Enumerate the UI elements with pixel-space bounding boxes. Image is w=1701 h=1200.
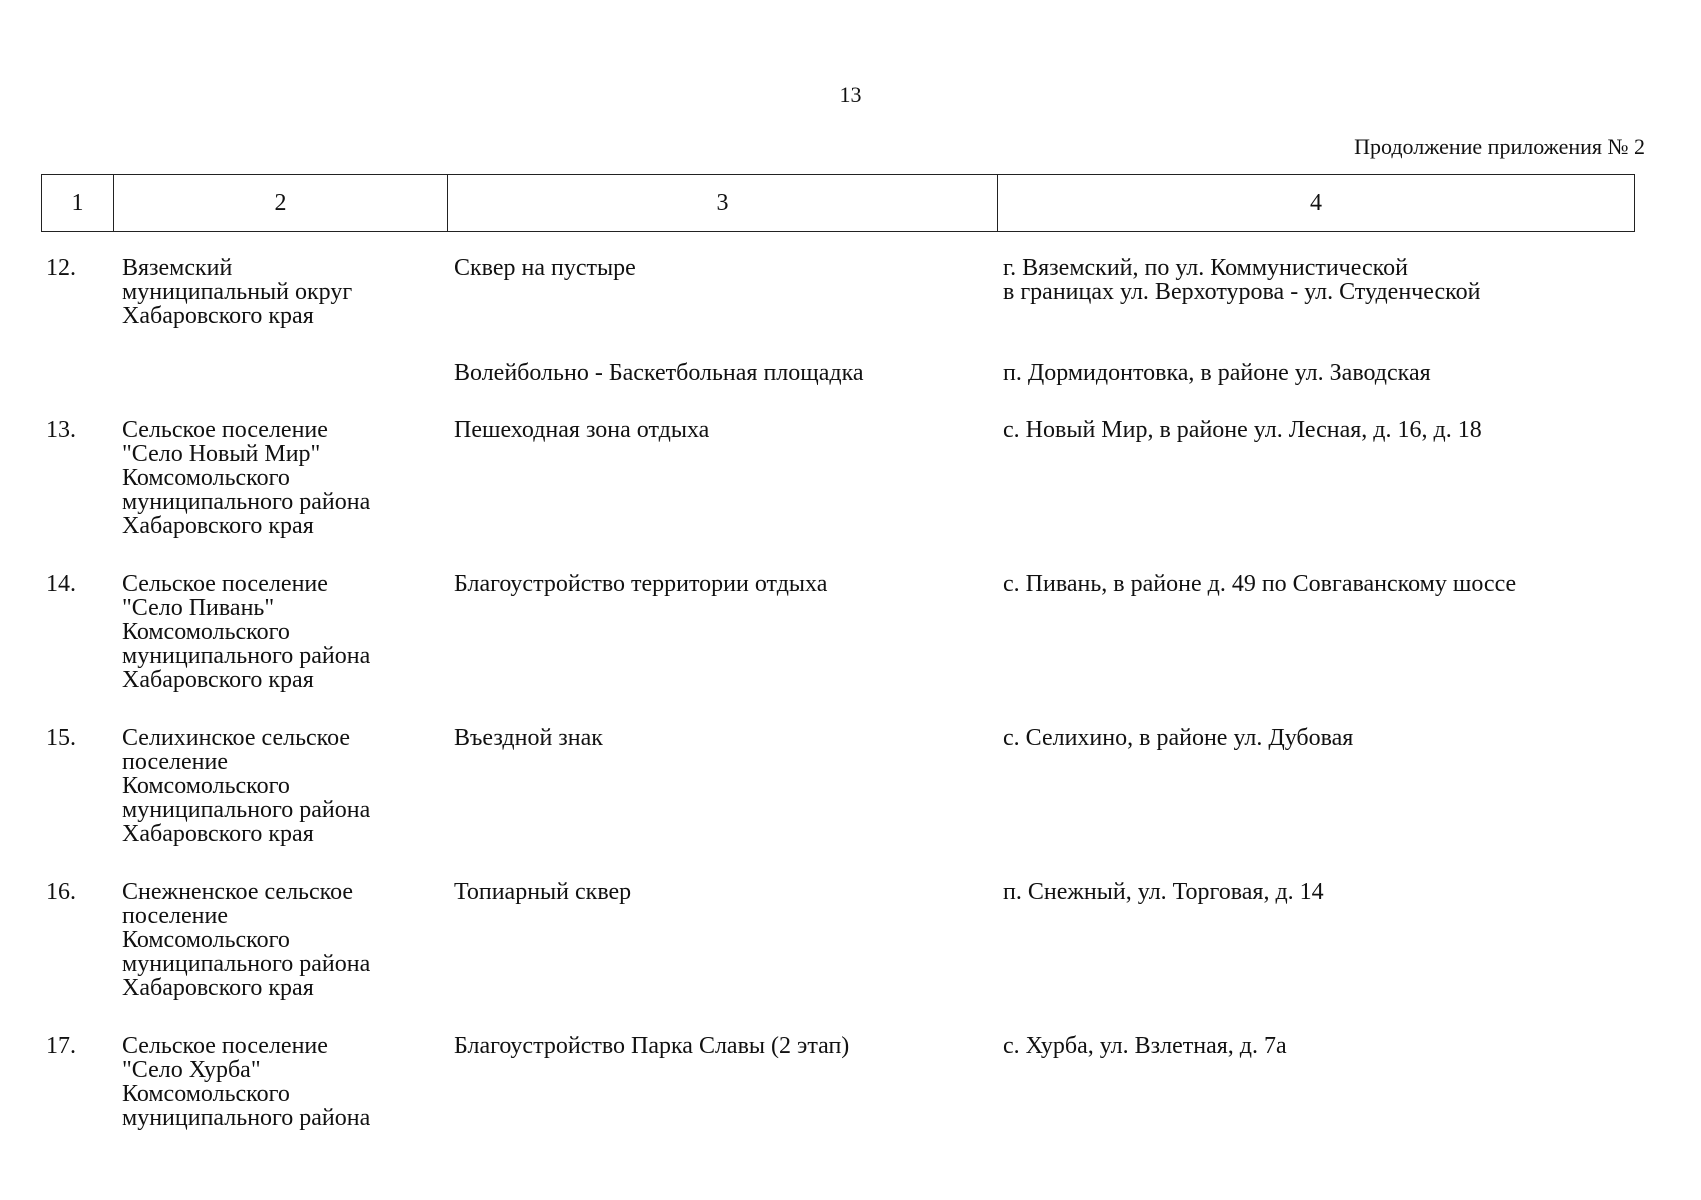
row-organization: Сельское поселение "Село Новый Мир" Комсомольского муниципального района Хабаровского края <box>122 417 371 539</box>
row-organization: Селихинское сельское поселение Комсомольского муниципального района Хабаровского края <box>122 725 371 847</box>
row-address: с. Новый Мир, в районе ул. Лесная, д. 16, д. 18 <box>1003 417 1482 443</box>
row-object: Сквер на пустыре <box>454 255 636 281</box>
row-address: с. Селихино, в районе ул. Дубовая <box>1003 725 1354 751</box>
row-address: п. Снежный, ул. Торговая, д. 14 <box>1003 879 1324 905</box>
table-header <box>41 174 1635 232</box>
row-object: Въездной знак <box>454 725 603 751</box>
row-organization: Сельское поселение "Село Хурба" Комсомольского муниципального района <box>122 1033 371 1131</box>
header-col-4: 4 <box>1310 189 1322 216</box>
row-organization: Вяземский муниципальный округ Хабаровского края <box>122 255 353 329</box>
row-number: 15. <box>46 725 76 751</box>
row-number: 16. <box>46 879 76 905</box>
page-number: 13 <box>839 82 862 107</box>
row-number: 14. <box>46 571 76 597</box>
row-object: Пешеходная зона отдыха <box>454 417 710 443</box>
row-number: 12. <box>46 255 76 281</box>
row-address: п. Дормидонтовка, в районе ул. Заводская <box>1003 360 1431 386</box>
continuation-note: Продолжение приложения № 2 <box>1354 134 1645 159</box>
row-object: Благоустройство Парка Славы (2 этап) <box>454 1033 850 1059</box>
row-object: Волейбольно - Баскетбольная площадка <box>454 360 864 386</box>
row-number: 17. <box>46 1033 76 1059</box>
row-address: с. Хурба, ул. Взлетная, д. 7а <box>1003 1033 1287 1059</box>
row-number: 13. <box>46 417 76 443</box>
row-organization: Сельское поселение "Село Пивань" Комсомольского муниципального района Хабаровского края <box>122 571 371 693</box>
header-col-3: 3 <box>448 175 998 231</box>
row-address: г. Вяземский, по ул. Коммунистической в границах ул. Верхотурова - ул. Студенческой <box>1003 255 1481 305</box>
header-col-1: 1 <box>42 175 114 231</box>
header-col-2: 2 <box>114 175 448 231</box>
row-object: Топиарный сквер <box>454 879 632 905</box>
row-address: с. Пивань, в районе д. 49 по Совгаванскому шоссе <box>1003 571 1517 597</box>
row-organization: Снежненское сельское поселение Комсомольского муниципального района Хабаровского края <box>122 879 371 1001</box>
row-object: Благоустройство территории отдыха <box>454 571 828 597</box>
